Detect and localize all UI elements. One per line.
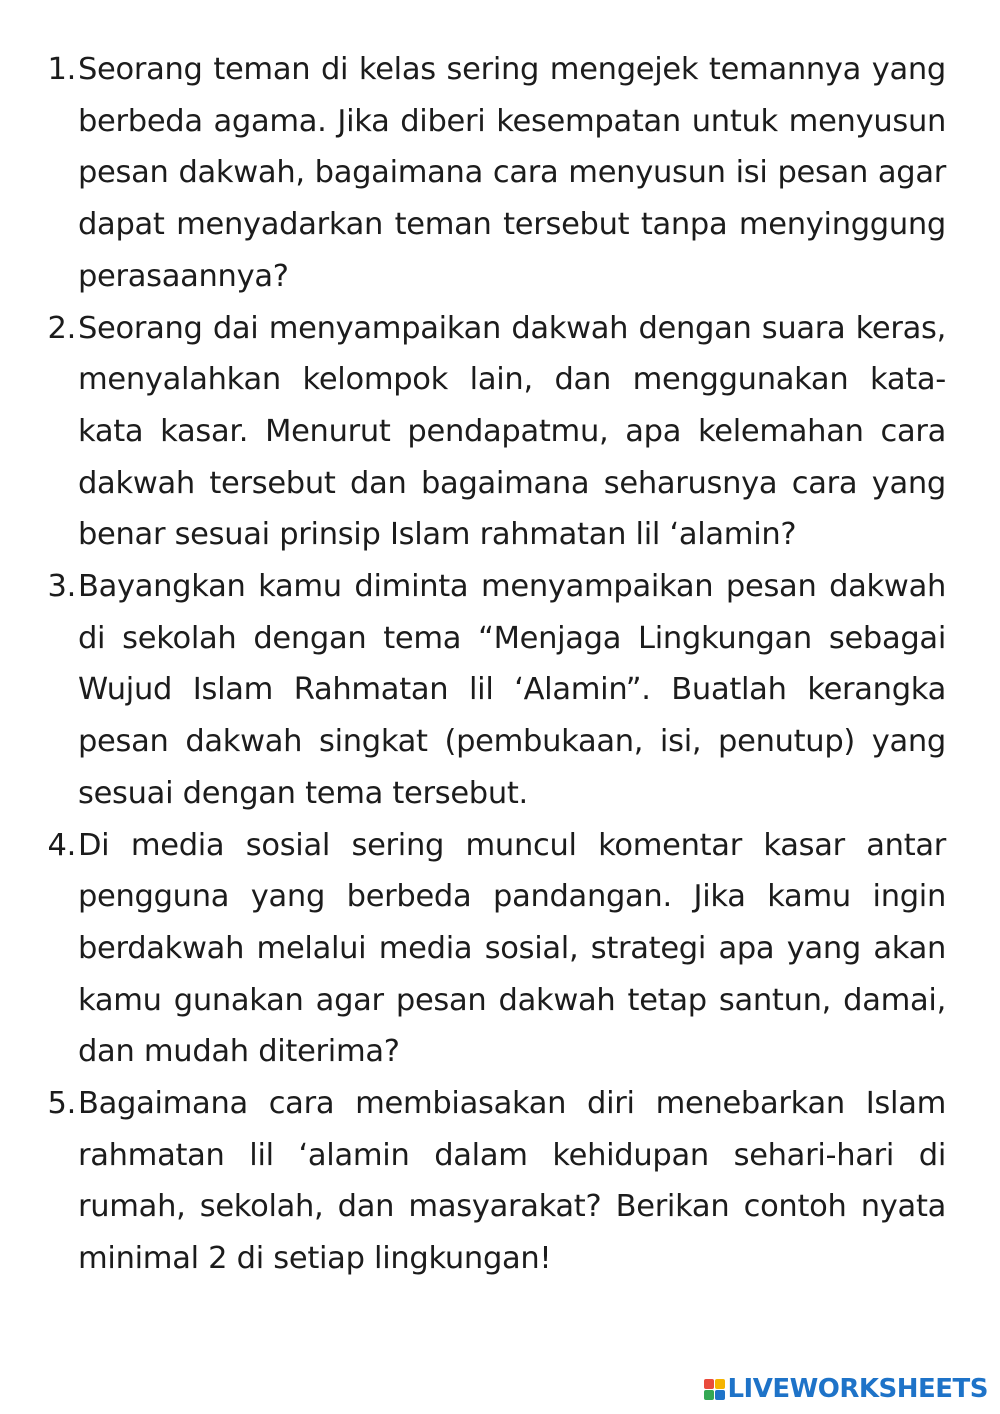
logo-square	[715, 1390, 725, 1400]
question-text: Di media sosial sering muncul komentar kasar antar pengguna yang berbeda pandangan. Jika kamu ingin berdakwah melalui media sosial, strategi apa yang akan kamu gunakan agar pesan dakwah tetap santun, damai, dan mudah diterima?	[78, 827, 946, 1070]
question-text: Bagaimana cara membiasakan diri menebarkan Islam rahmatan lil ‘alamin dalam kehidupan sehari-hari di rumah, sekolah, dan masyarakat? Berikan contoh nyata minimal 2 di setiap lingkungan!	[78, 1086, 946, 1277]
question-item	[40, 303, 946, 562]
question-number: 3.	[47, 569, 76, 605]
logo-square	[715, 1379, 725, 1389]
question-item	[40, 1078, 946, 1285]
logo-text: LIVEWORKSHEETS	[727, 1374, 988, 1404]
question-list	[40, 44, 946, 1285]
question-text: Seorang dai menyampaikan dakwah dengan suara keras, menyalahkan kelompok lain, dan menggunakan kata-kata kasar. Menurut pendapatmu, apa kelemahan cara dakwah tersebut dan bagaimana seharusnya cara yang benar sesuai prinsip Islam rahmatan lil ‘alamin?	[78, 310, 946, 553]
liveworksheets-logo[interactable]	[704, 1374, 988, 1404]
question-item	[40, 44, 946, 303]
logo-square	[704, 1379, 714, 1389]
question-item	[40, 820, 946, 1079]
logo-square	[704, 1390, 714, 1400]
question-number: 2.	[47, 310, 76, 346]
question-item	[40, 561, 946, 820]
question-number: 1.	[47, 52, 76, 87]
question-text: Bayangkan kamu diminta menyampaikan pesan dakwah di sekolah dengan tema “Menjaga Lingkungan sebagai Wujud Islam Rahmatan lil ‘Alamin”. Buatlah kerangka pesan dakwah singkat (pembukaan, isi, penutup) yang sesuai dengan tema tersebut.	[78, 569, 946, 811]
question-text: Seorang teman di kelas sering mengejek temannya yang berbeda agama. Jika diberi kesempatan untuk menyusun pesan dakwah, bagaimana cara menyusun isi pesan agar dapat menyadarkan teman tersebut tanpa menyinggung perasaannya?	[78, 52, 946, 294]
logo-mark-icon	[704, 1379, 725, 1400]
question-number: 4.	[47, 827, 76, 863]
question-number: 5.	[47, 1086, 76, 1122]
